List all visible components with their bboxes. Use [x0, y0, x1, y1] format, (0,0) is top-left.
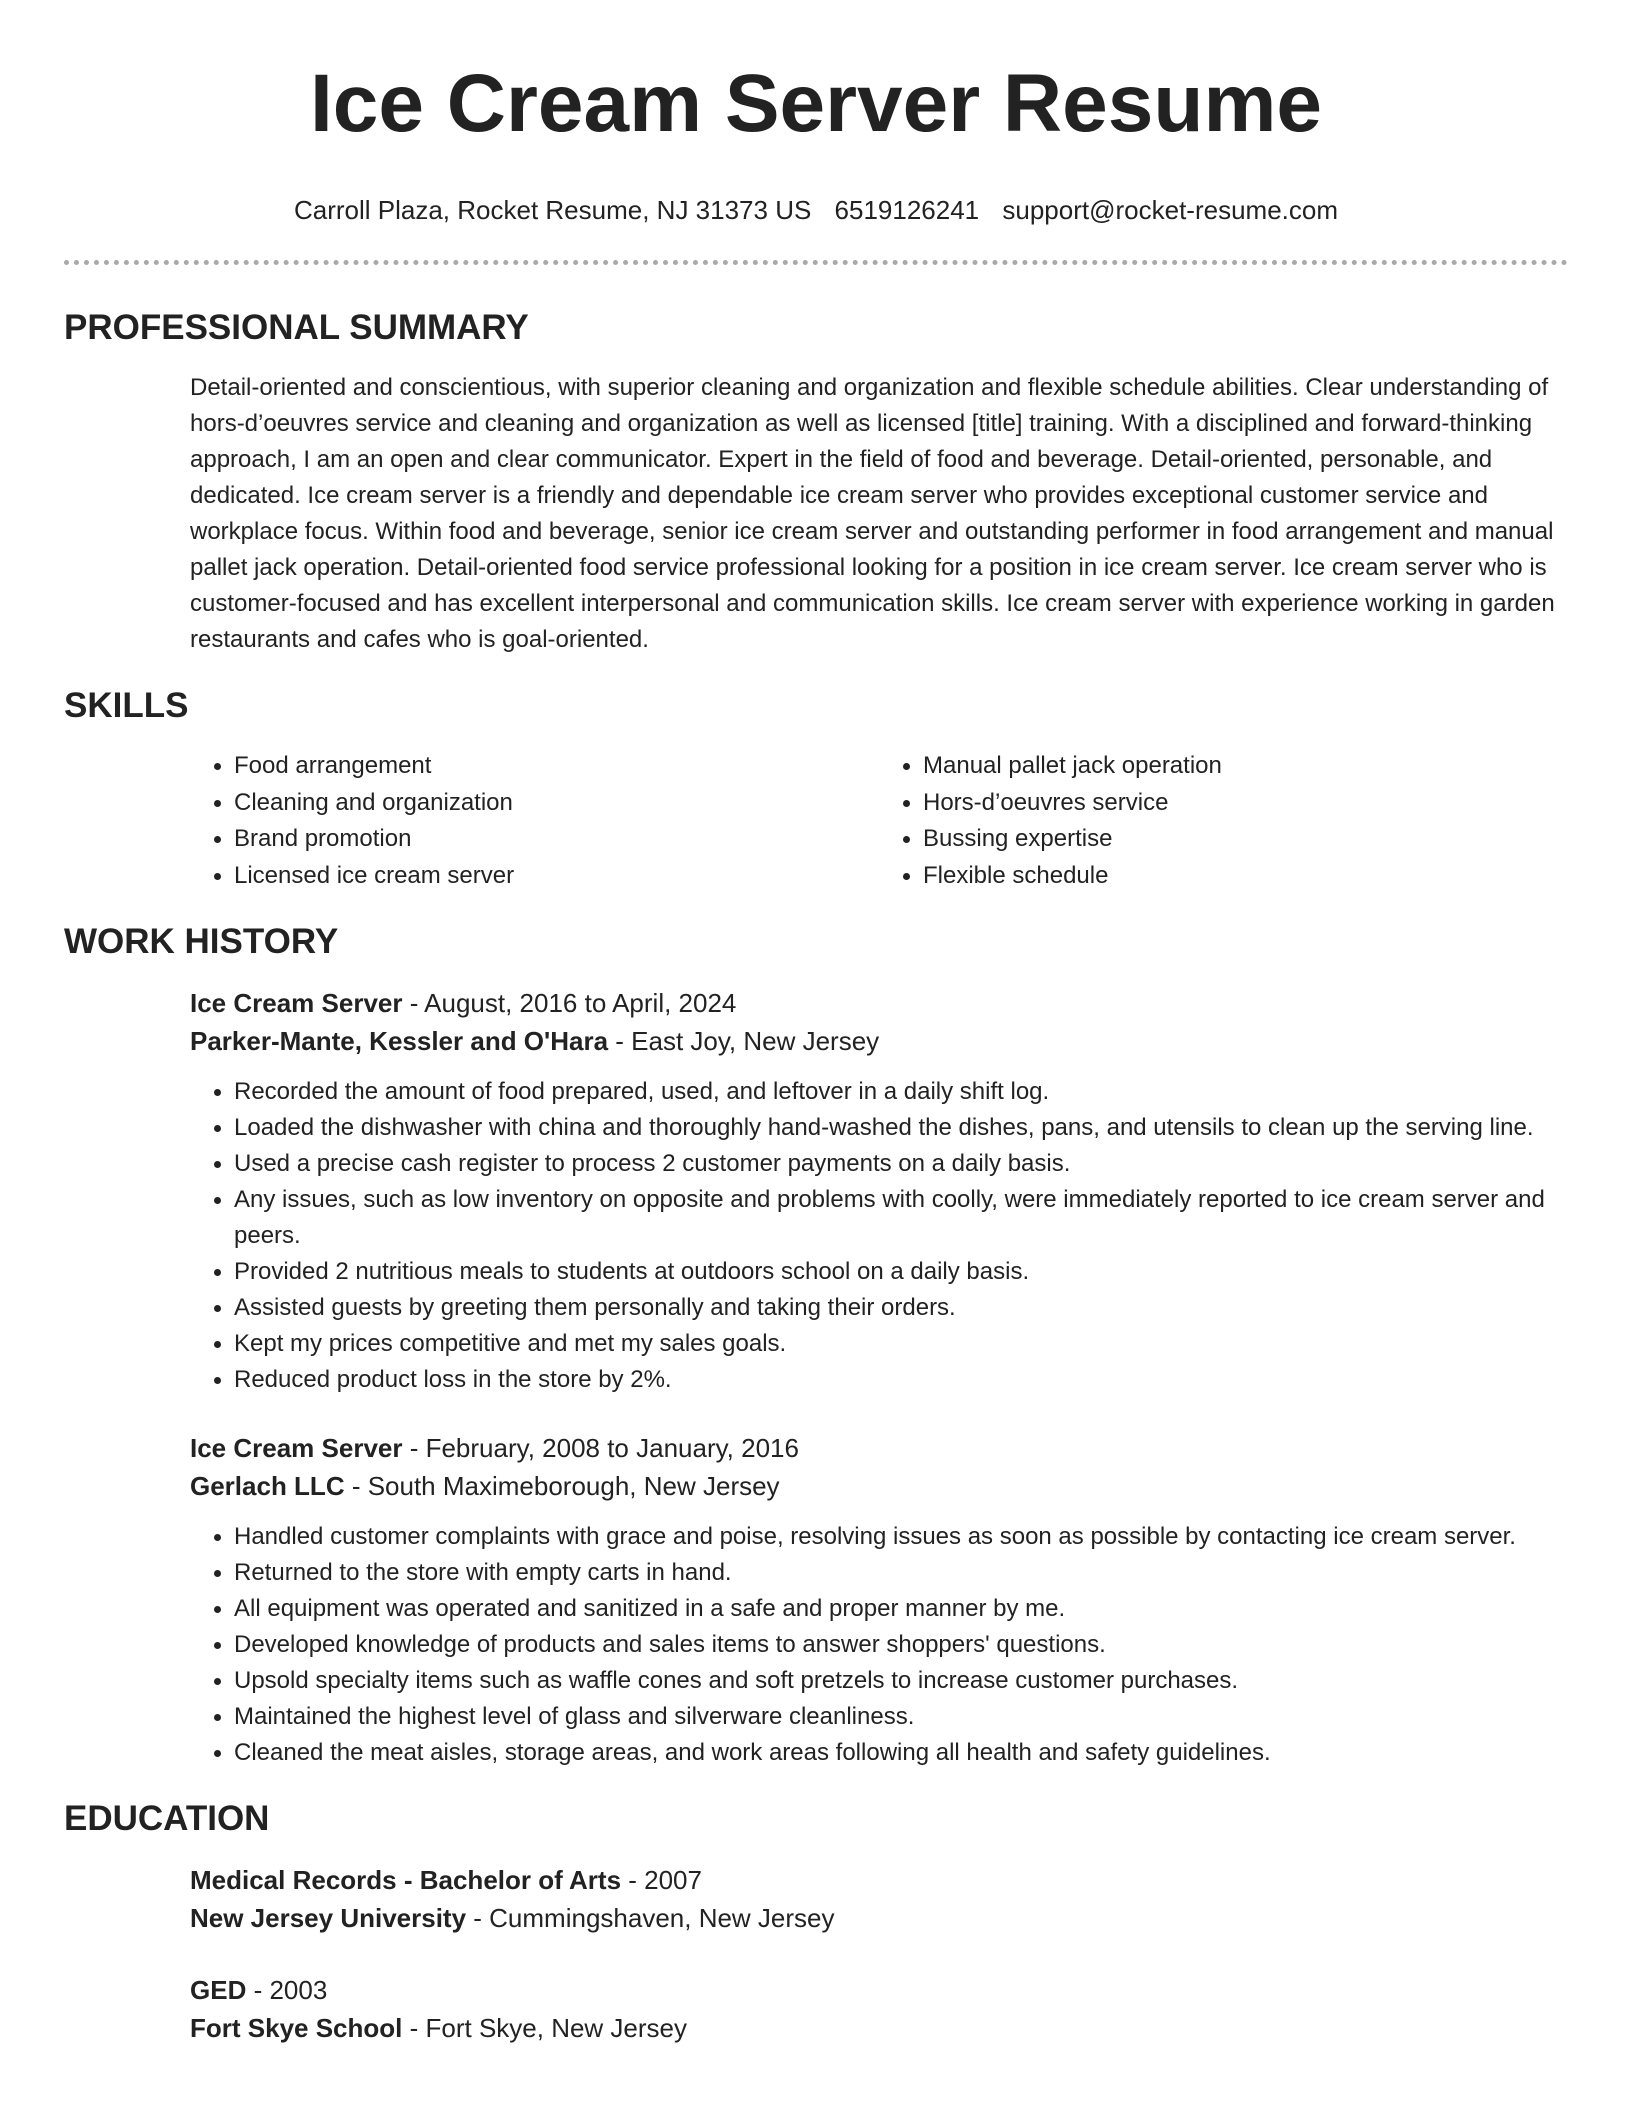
job-bullet: • Upsold specialty items such as waffle cones and soft pretzels to increase customer purchases.	[234, 1663, 1568, 1699]
job-bullet: • Cleaned the meat aisles, storage areas, and work areas following all health and safety guidelines.	[234, 1735, 1568, 1771]
job-company-line	[190, 1467, 1568, 1505]
skill-item: • Food arrangement	[234, 748, 879, 785]
work-heading: WORK HISTORY	[64, 922, 339, 961]
job-company: Parker-Mante, Kessler and O'Hara	[190, 1026, 609, 1056]
summary-heading: PROFESSIONAL SUMMARY	[64, 308, 529, 347]
skill-item: • Bussing expertise	[923, 821, 1568, 858]
skills-section	[64, 684, 1568, 894]
header-divider	[64, 260, 1568, 265]
skill-item: • Cleaning and organization	[234, 785, 879, 822]
job-title: Ice Cream Server	[190, 988, 403, 1018]
education-school-line	[190, 1899, 1568, 1937]
education-heading: EDUCATION	[64, 1799, 270, 1838]
resume-page	[64, 0, 1568, 2047]
skill-item: • Brand promotion	[234, 821, 879, 858]
education-year: - 2007	[621, 1865, 702, 1895]
contact-phone: 6519126241	[834, 195, 980, 225]
job-company-line	[190, 1022, 1568, 1060]
skill-item: • Hors-d’oeuvres service	[923, 785, 1568, 822]
work-section	[64, 920, 1568, 1771]
job-title-line	[190, 984, 1568, 1022]
summary-text: Detail-oriented and conscientious, with superior cleaning and organization and flexible schedule abilities. Clear understanding of hors-d’oeuvres service and cleaning and organization as well as licensed [title] training. With a disciplined and forward-thinking approach, I am an open and clear communicator. Expert in the field of food and beverage. Detail-oriented, personable, and dedicated. Ice cream server is a friendly and dependable ice cream server who provides exceptional customer service and workplace focus. Within food and beverage, senior ice cream server and outstanding performer in food arrangement and manual pallet jack operation. Detail-oriented food service professional looking for a position in ice cream server. Ice cream server who is customer-focused and has excellent interpersonal and communication skills. Ice cream server with experience working in garden restaurants and cafes who is goal-oriented.	[190, 374, 1555, 653]
job-entry	[190, 1429, 1568, 1771]
job-bullet: • Returned to the store with empty carts in hand.	[234, 1555, 1568, 1591]
contact-address: Carroll Plaza, Rocket Resume, NJ 31373 US	[293, 195, 812, 225]
job-location: - East Joy, New Jersey	[608, 1026, 880, 1056]
education-school: New Jersey University	[190, 1903, 467, 1933]
education-section	[64, 1797, 1568, 2047]
education-entry	[190, 1971, 1568, 2047]
summary-section	[64, 306, 1568, 658]
skill-item: • Flexible schedule	[923, 858, 1568, 895]
resume-title: Ice Cream Server Resume	[310, 58, 1322, 149]
job-dates: - February, 2008 to January, 2016	[402, 1433, 799, 1463]
education-location: - Fort Skye, New Jersey	[402, 2013, 688, 2043]
skills-column-left	[190, 748, 879, 894]
skill-item: • Manual pallet jack operation	[923, 748, 1568, 785]
education-school-line	[190, 2009, 1568, 2047]
skills-heading: SKILLS	[64, 686, 189, 725]
job-bullet: • All equipment was operated and sanitized in a safe and proper manner by me.	[234, 1591, 1568, 1627]
job-entry	[190, 984, 1568, 1398]
job-bullet: • Recorded the amount of food prepared, used, and leftover in a daily shift log.	[234, 1074, 1568, 1110]
job-bullet: • Maintained the highest level of glass and silverware cleanliness.	[234, 1699, 1568, 1735]
skill-item: • Licensed ice cream server	[234, 858, 879, 895]
skills-list	[190, 748, 1568, 894]
education-location: - Cummingshaven, New Jersey	[466, 1903, 835, 1933]
job-dates: - August, 2016 to April, 2024	[402, 988, 737, 1018]
job-bullets	[190, 1074, 1568, 1398]
job-title: Ice Cream Server	[190, 1433, 403, 1463]
contact-line	[64, 193, 1568, 227]
education-degree-line	[190, 1971, 1568, 2009]
job-bullet: • Kept my prices competitive and met my sales goals.	[234, 1326, 1568, 1362]
skills-column-right	[879, 748, 1568, 894]
education-school: Fort Skye School	[190, 2013, 403, 2043]
job-bullet: • Handled customer complaints with grace and poise, resolving issues as soon as possible by contacting ice cream server.	[234, 1519, 1568, 1555]
job-title-line	[190, 1429, 1568, 1467]
job-bullet: • Assisted guests by greeting them personally and taking their orders.	[234, 1290, 1568, 1326]
job-bullet: • Loaded the dishwasher with china and thoroughly hand-washed the dishes, pans, and utensils to clean up the serving line.	[234, 1110, 1568, 1146]
job-bullets	[190, 1519, 1568, 1771]
education-year: - 2003	[246, 1975, 328, 2005]
job-bullet: • Used a precise cash register to process 2 customer payments on a daily basis.	[234, 1146, 1568, 1182]
job-bullet: • Provided 2 nutritious meals to students at outdoors school on a daily basis.	[234, 1254, 1568, 1290]
job-bullet: • Any issues, such as low inventory on opposite and problems with coolly, were immediately reported to ice cream server and peers.	[234, 1182, 1568, 1254]
education-degree-line	[190, 1861, 1568, 1899]
job-bullet: • Developed knowledge of products and sales items to answer shoppers' questions.	[234, 1627, 1568, 1663]
education-entry	[190, 1861, 1568, 1937]
education-degree: GED	[190, 1975, 247, 2005]
job-location: - South Maximeborough, New Jersey	[344, 1471, 780, 1501]
job-company: Gerlach LLC	[190, 1471, 345, 1501]
education-degree: Medical Records - Bachelor of Arts	[190, 1865, 622, 1895]
contact-email: support@rocket-resume.com	[1002, 195, 1339, 225]
job-bullet: • Reduced product loss in the store by 2%.	[234, 1362, 1568, 1398]
